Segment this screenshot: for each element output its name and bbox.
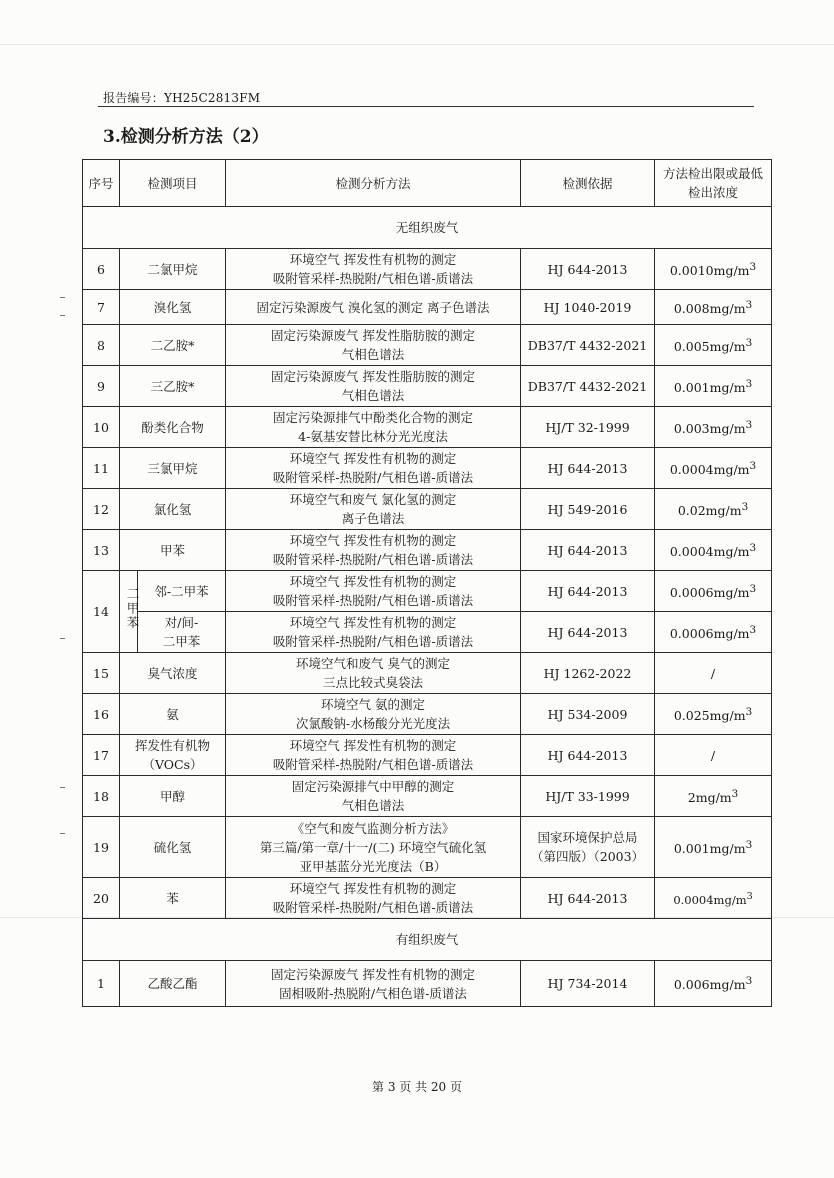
basis-line: 国家环境保护总局 (537, 830, 638, 845)
cell-item: 硫化氢 (120, 817, 226, 878)
header-limit: 方法检出限或最低检出浓度 (655, 160, 772, 207)
item-line: 挥发性有机物 (135, 738, 211, 753)
limit-value: 2mg/m (687, 790, 732, 806)
method-line: 吸附管采样-热脱附/气相色谱-质谱法 (272, 470, 474, 485)
cell-method (226, 489, 521, 530)
group-row-organized (83, 919, 772, 961)
limit-exponent: 3 (745, 418, 753, 431)
scan-mark (60, 297, 65, 298)
method-line: 亚甲基蓝分光光度法（B） (299, 858, 447, 874)
cell-basis: HJ 644-2013 (521, 530, 655, 571)
limit-exponent: 3 (745, 838, 753, 851)
cell-no: 16 (83, 694, 120, 735)
cell-item: 邻-二甲苯 (138, 571, 226, 612)
cell-method (226, 735, 521, 776)
table-row (83, 249, 772, 290)
cell-method (226, 325, 521, 366)
cell-limit (655, 249, 772, 290)
limit-exponent: 3 (745, 705, 753, 718)
header-basis: 检测依据 (521, 160, 655, 207)
method-line: 气相色谱法 (341, 798, 405, 813)
cell-no: 17 (83, 735, 120, 776)
cell-limit (655, 571, 772, 612)
cell-basis: HJ 734-2014 (521, 961, 655, 1007)
limit-value: 0.025mg/m (673, 708, 746, 724)
cell-basis: DB37/T 4432-2021 (521, 325, 655, 366)
report-number-value: YH25C2813FM (164, 91, 261, 105)
limit-value: 0.0010mg/m (669, 263, 750, 279)
scan-line (0, 44, 834, 45)
cell-method (226, 776, 521, 817)
method-line: 4-氨基安替比林分光光度法 (298, 429, 448, 444)
limit-value: 0.0006mg/m (669, 585, 750, 601)
method-line: 吸附管采样-热脱附/气相色谱-质谱法 (272, 634, 474, 649)
method-line: 吸附管采样-热脱附/气相色谱-质谱法 (272, 757, 474, 772)
methods-table (82, 159, 772, 1007)
page-number: 第 3 页 共 20 页 (372, 1080, 462, 1094)
scan-mark (60, 315, 65, 316)
method-line: 三点比较式臭袋法 (323, 675, 424, 690)
cell-item: 二氯甲烷 (120, 249, 226, 290)
limit-exponent: 3 (745, 975, 753, 988)
cell-item: 二乙胺* (120, 325, 226, 366)
report-number-label: 报告编号： (103, 91, 165, 105)
cell-limit (655, 325, 772, 366)
table-row (83, 366, 772, 407)
cell-no: 11 (83, 448, 120, 489)
method-line: 固定污染源排气中甲醇的测定 (291, 779, 455, 794)
cell-no: 10 (83, 407, 120, 448)
cell-method (226, 694, 521, 735)
cell-limit: / (655, 653, 772, 694)
table-row (83, 530, 772, 571)
cell-basis: HJ 644-2013 (521, 878, 655, 919)
cell-group-xylene (120, 571, 138, 653)
header-rule (98, 106, 754, 107)
cell-basis: HJ 534-2009 (521, 694, 655, 735)
limit-value: 0.0004mg/m (669, 544, 750, 560)
group-row-unorganized (83, 207, 772, 249)
limit-exponent: 3 (745, 298, 753, 311)
cell-method (226, 612, 521, 653)
cell-limit (655, 961, 772, 1007)
cell-method (226, 448, 521, 489)
method-line: 吸附管采样-热脱附/气相色谱-质谱法 (272, 593, 474, 608)
cell-limit (655, 694, 772, 735)
limit-value: 0.02mg/m (677, 503, 742, 519)
cell-method (226, 366, 521, 407)
limit-value: 0.006mg/m (673, 977, 746, 993)
header-item: 检测项目 (120, 160, 226, 207)
limit-exponent: 3 (749, 623, 757, 636)
limit-value: 0.003mg/m (673, 421, 746, 437)
scan-mark (60, 787, 65, 788)
cell-basis: HJ/T 33-1999 (521, 776, 655, 817)
table-row (83, 407, 772, 448)
cell-item (120, 735, 226, 776)
method-line: 固相吸附-热脱附/气相色谱-质谱法 (279, 985, 467, 1001)
table-row (83, 448, 772, 489)
basis-line: （第四版）（2003） (530, 849, 645, 864)
cell-basis: HJ 644-2013 (521, 735, 655, 776)
limit-value: 0.0004mg/m (669, 462, 750, 478)
limit-value: 0.008mg/m (673, 301, 746, 317)
limit-exponent: 3 (745, 377, 753, 390)
group-xylene-label: 二甲苯 (125, 587, 140, 631)
table-row (83, 961, 772, 1007)
cell-no: 18 (83, 776, 120, 817)
method-line: 环境空气 挥发性有机物的测定 (289, 252, 457, 267)
method-line: 气相色谱法 (341, 388, 405, 403)
cell-no: 9 (83, 366, 120, 407)
method-line: 固定污染源废气 挥发性脂肪胺的测定 (271, 328, 475, 343)
cell-limit (655, 530, 772, 571)
cell-basis: HJ 1262-2022 (521, 653, 655, 694)
method-line: 固定污染源废气 挥发性有机物的测定 (271, 966, 475, 982)
cell-no: 14 (83, 571, 120, 653)
cell-limit (655, 612, 772, 653)
table-row (83, 653, 772, 694)
cell-limit (655, 817, 772, 878)
cell-no: 15 (83, 653, 120, 694)
cell-method (226, 249, 521, 290)
cell-item: 酚类化合物 (120, 407, 226, 448)
method-line: 《空气和废气监测分析方法》 (291, 820, 455, 836)
method-line: 环境空气 挥发性有机物的测定 (289, 738, 457, 753)
cell-method (226, 817, 521, 878)
table-row (83, 735, 772, 776)
method-line: 离子色谱法 (341, 511, 405, 526)
header-method: 检测分析方法 (226, 160, 521, 207)
method-line: 固定污染源废气 溴化氢的测定 离子色谱法 (256, 299, 490, 315)
cell-item: 乙酸乙酯 (120, 961, 226, 1007)
cell-limit (655, 407, 772, 448)
cell-no: 20 (83, 878, 120, 919)
cell-no: 6 (83, 249, 120, 290)
table-row (83, 817, 772, 878)
cell-item: 氯化氢 (120, 489, 226, 530)
group-label: 有组织废气 (83, 919, 772, 961)
cell-basis: HJ 644-2013 (521, 612, 655, 653)
table-row (83, 489, 772, 530)
limit-value: 0.005mg/m (673, 339, 746, 355)
cell-basis: HJ/T 32-1999 (521, 407, 655, 448)
cell-item: 溴化氢 (120, 290, 226, 325)
cell-limit (655, 366, 772, 407)
cell-basis: HJ 549-2016 (521, 489, 655, 530)
method-line: 环境空气 挥发性有机物的测定 (289, 881, 457, 896)
method-line: 环境空气 挥发性有机物的测定 (289, 533, 457, 548)
method-line: 环境空气和废气 臭气的测定 (296, 656, 450, 671)
cell-basis: HJ 644-2013 (521, 249, 655, 290)
limit-value: 0.0004mg/m (673, 892, 747, 907)
method-line: 环境空气 挥发性有机物的测定 (289, 451, 457, 466)
cell-method (226, 571, 521, 612)
limit-exponent: 3 (749, 459, 757, 472)
table-row (83, 776, 772, 817)
method-line: 吸附管采样-热脱附/气相色谱-质谱法 (272, 900, 474, 915)
method-line: 固定污染源排气中酚类化合物的测定 (273, 410, 474, 425)
method-line: 气相色谱法 (341, 347, 405, 362)
cell-item: 苯 (120, 878, 226, 919)
method-line: 吸附管采样-热脱附/气相色谱-质谱法 (272, 271, 474, 286)
method-line: 环境空气和废气 氯化氢的测定 (289, 492, 457, 507)
cell-basis (521, 817, 655, 878)
cell-item: 甲醇 (120, 776, 226, 817)
section-title: 3.检测分析方法（2） (103, 127, 269, 147)
cell-method (226, 407, 521, 448)
cell-item: 甲苯 (120, 530, 226, 571)
scan-mark (60, 638, 65, 639)
method-line: 环境空气 挥发性有机物的测定 (289, 615, 457, 630)
cell-item: 臭气浓度 (120, 653, 226, 694)
cell-limit (655, 448, 772, 489)
cell-method (226, 290, 521, 325)
scan-mark (60, 833, 65, 834)
cell-no: 12 (83, 489, 120, 530)
cell-method (226, 878, 521, 919)
method-line: 次氯酸钠-水杨酸分光光度法 (295, 716, 451, 731)
cell-no: 7 (83, 290, 120, 325)
limit-exponent: 3 (731, 787, 739, 800)
cell-limit (655, 489, 772, 530)
group-label: 无组织废气 (83, 207, 772, 249)
table-row (83, 571, 772, 612)
item-line: 对/间- (164, 615, 199, 630)
limit-exponent: 3 (749, 541, 757, 554)
item-line: 二甲苯 (162, 634, 201, 649)
cell-basis: DB37/T 4432-2021 (521, 366, 655, 407)
header-no: 序号 (83, 160, 120, 207)
limit-exponent: 3 (745, 336, 753, 349)
table-header-row (83, 160, 772, 207)
cell-method (226, 961, 521, 1007)
cell-item: 三乙胺* (120, 366, 226, 407)
limit-exponent: 3 (749, 582, 757, 595)
item-line: （VOCs） (142, 757, 203, 772)
table-row (83, 290, 772, 325)
cell-basis: HJ 644-2013 (521, 571, 655, 612)
cell-item (138, 612, 226, 653)
table-row (83, 612, 772, 653)
limit-value: 0.0006mg/m (669, 626, 750, 642)
cell-item: 氨 (120, 694, 226, 735)
cell-basis: HJ 644-2013 (521, 448, 655, 489)
table-row (83, 694, 772, 735)
method-line: 固定污染源废气 挥发性脂肪胺的测定 (271, 369, 475, 384)
limit-value: 0.001mg/m (673, 380, 746, 396)
limit-value: 0.001mg/m (673, 841, 746, 857)
report-number (103, 89, 260, 106)
limit-exponent: 3 (741, 500, 749, 513)
method-line: 环境空气 氨的测定 (321, 697, 425, 712)
method-line: 环境空气 挥发性有机物的测定 (289, 574, 457, 589)
cell-method (226, 653, 521, 694)
cell-no: 13 (83, 530, 120, 571)
cell-item: 三氯甲烷 (120, 448, 226, 489)
cell-basis: HJ 1040-2019 (521, 290, 655, 325)
method-line: 第三篇/第一章/十一/(二) 环境空气硫化氢 (259, 839, 487, 855)
cell-limit (655, 776, 772, 817)
method-line: 吸附管采样-热脱附/气相色谱-质谱法 (272, 552, 474, 567)
cell-no: 8 (83, 325, 120, 366)
cell-limit (655, 290, 772, 325)
cell-no: 1 (83, 961, 120, 1007)
table-row (83, 325, 772, 366)
table-row (83, 878, 772, 919)
cell-no: 19 (83, 817, 120, 878)
cell-limit: / (655, 735, 772, 776)
cell-method (226, 530, 521, 571)
limit-exponent: 3 (749, 260, 757, 273)
limit-exponent: 3 (746, 890, 753, 902)
cell-limit (655, 878, 772, 919)
